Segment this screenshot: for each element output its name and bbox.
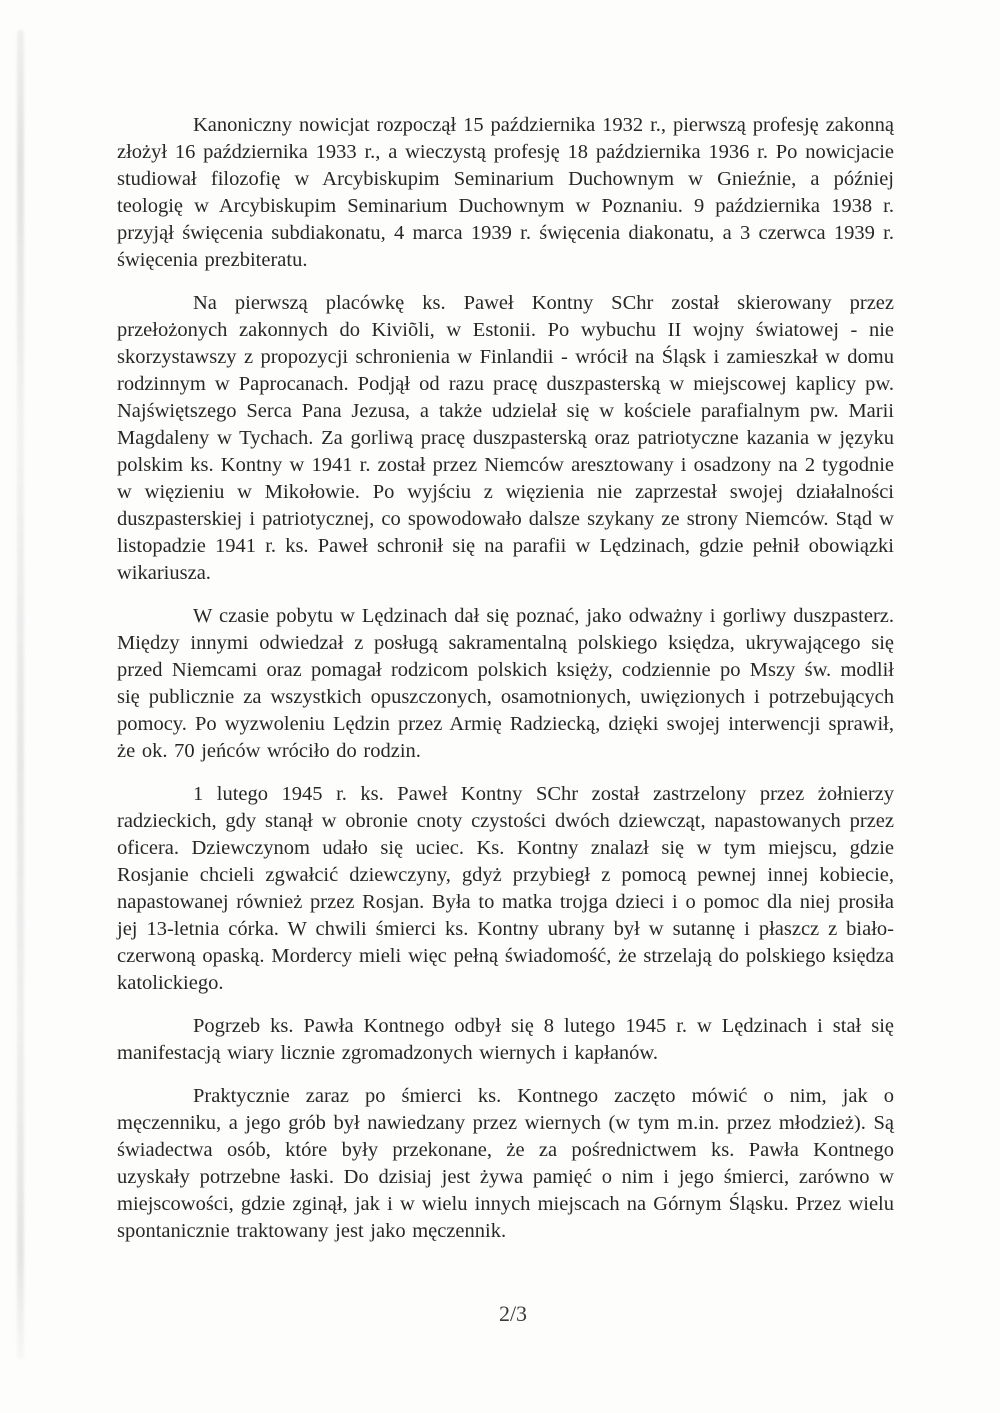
paragraph-funeral: Pogrzeb ks. Pawła Kontnego odbył się 8 lutego 1945 r. w Lędzinach i stał się manifestacją wiary licznie zgromadzonych wiernych i kapłanów. [117, 1015, 894, 1064]
document-body [117, 112, 894, 1261]
paragraph-death-circumstances: 1 lutego 1945 r. ks. Paweł Kontny SChr został zastrzelony przez żołnierzy radzieckich, gdy stanął w obronie cnoty czystości dwóch dziewcząt, napastowanych przez oficera. Dziewczynom udało się uciec. Ks. Kontny znalazł się w tym miejscu, gdzie Rosjanie chcieli zgwałcić dziewczyny, gdyż przybiegł z pomocą pewnej innej kobiecie, napastowanej również przez Rosjan. Była to matka trojga dzieci i o pomoc dla niej prosiła jej 13-letnia córka. W chwili śmierci ks. Kontny ubrany był w sutannę i płaszcz z biało-czerwoną opaską. Mordercy mieli więc pełną świadomość, że strzelają do polskiego księdza katolickiego. [117, 783, 894, 994]
scan-artifact-left-edge [17, 30, 24, 1360]
paragraph-martyr-memory: Praktycznie zaraz po śmierci ks. Kontnego zaczęto mówić o nim, jak o męczenniku, a jego grób był nawiedzany przez wiernych (w tym m.in. przez młodzież). Są świadectwa osób, które były przekonane, że za pośrednictwem ks. Pawła Kontnego uzyskały potrzebne łaski. Do dzisiaj jest żywa pamięć o nim i jego śmierci, zarówno w miejscowości, gdzie zginął, jak i w wielu innych miejscach na Górnym Śląsku. Przez wielu spontanicznie traktowany jest jako męczennik. [117, 1085, 894, 1242]
paragraph-ledziny-ministry: W czasie pobytu w Lędzinach dał się poznać, jako odważny i gorliwy duszpasterz. Między innymi odwiedzał z posługą sakramentalną polskiego księdza, ukrywającego się przed Niemcami oraz pomagał rodzicom polskich księży, codziennie po Mszy św. modlił się publicznie za wszystkich opuszczonych, osamotnionych, uwięzionych i potrzebujących pomocy. Po wyzwoleniu Lędzin przez Armię Radziecką, dzięki swojej interwencji sprawił, że ok. 70 jeńców wróciło do rodzin. [117, 605, 894, 762]
page-number: 2/3 [498, 1301, 528, 1326]
paragraph-first-posting-and-wartime: Na pierwszą placówkę ks. Paweł Kontny SChr został skierowany przez przełożonych zakonnych do Kiviõli, w Estonii. Po wybuchu II wojny światowej - nie skorzystawszy z propozycji schronienia w Finlandii - wrócił na Śląsk i zamieszkał w domu rodzinnym w Paprocanach. Podjął od razu pracę duszpasterską w miejscowej kaplicy pw. Najświętszego Serca Pana Jezusa, a także udzielał się w kościele parafialnym pw. Marii Magdaleny w Tychach. Za gorliwą pracę duszpasterską oraz patriotyczne kazania w języku polskim ks. Kontny w 1941 r. został przez Niemców aresztowany i osadzony na 2 tygodnie w więzieniu w Mikołowie. Po wyjściu z więzienia nie zaprzestał swojej działalności duszpasterskiej i patriotycznej, co spowodowało dalsze szykany ze strony Niemców. Stąd w listopadzie 1941 r. ks. Paweł schronił się na parafii w Lędzinach, gdzie pełnił obowiązki wikariusza. [117, 292, 894, 584]
paragraph-novitiate-and-ordination: Kanoniczny nowicjat rozpoczął 15 października 1932 r., pierwszą profesję zakonną złożył 16 października 1933 r., a wieczystą profesję 18 października 1936 r. Po nowicjacie studiował filozofię w Arcybiskupim Seminarium Duchownym w Gnieźnie, a później teologię w Arcybiskupim Seminarium Duchownym w Poznaniu. 9 października 1938 r. przyjął święcenia subdiakonatu, 4 marca 1939 r. święcenia diakonatu, a 3 czerwca 1939 r. święcenia prezbiteratu. [117, 114, 894, 271]
